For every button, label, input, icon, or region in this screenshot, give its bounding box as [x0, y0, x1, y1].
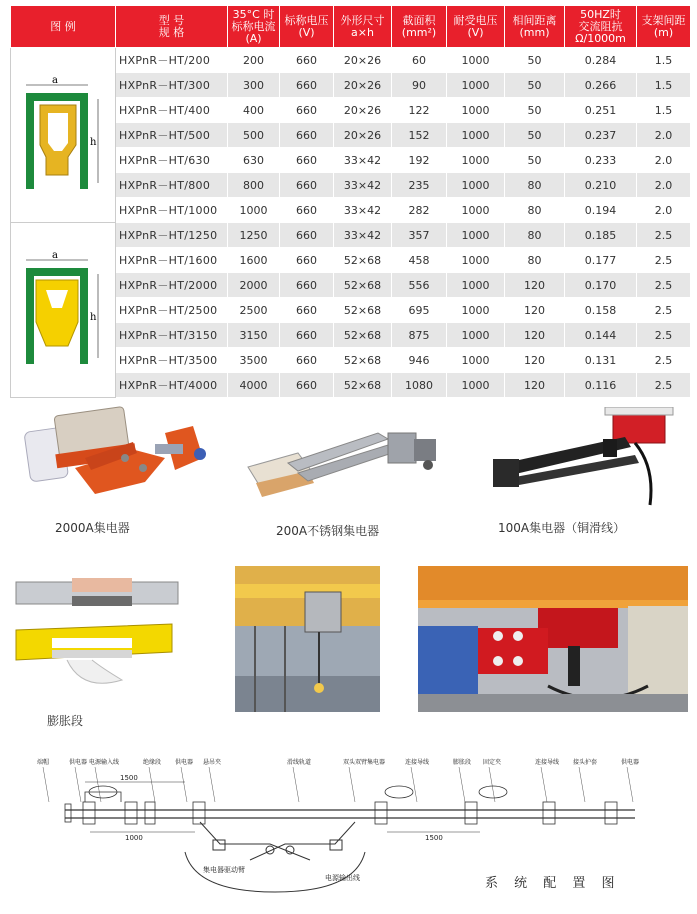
value-cell: 50 [505, 148, 565, 173]
value-cell: 1000 [447, 173, 505, 198]
model-cell: HXPnR－HT/500 [116, 123, 228, 148]
model-cell: HXPnR－HT/300 [116, 73, 228, 98]
value-cell: 875 [392, 323, 447, 348]
spec-table-grid [10, 5, 691, 398]
table-row [11, 223, 691, 248]
value-cell: 90 [392, 73, 447, 98]
model-cell: HXPnR－HT/1250 [116, 223, 228, 248]
value-cell: 1000 [228, 198, 280, 223]
value-cell: 660 [280, 273, 334, 298]
value-cell: 0.177 [565, 248, 637, 273]
value-cell: 1000 [447, 298, 505, 323]
value-cell: 120 [505, 373, 565, 398]
value-cell: 1000 [447, 273, 505, 298]
dim-1000: 1000 [125, 834, 143, 842]
value-cell: 0.116 [565, 373, 637, 398]
model-cell: HXPnR－HT/1600 [116, 248, 228, 273]
cross-section-figure-small [18, 75, 108, 195]
value-cell: 695 [392, 298, 447, 323]
value-cell: 0.210 [565, 173, 637, 198]
diagram-label: 连接导线 [405, 759, 430, 766]
value-cell: 0.194 [565, 198, 637, 223]
value-cell: 122 [392, 98, 447, 123]
diagram-label: 悬吊夹 [203, 759, 222, 766]
value-cell: 33×42 [334, 198, 392, 223]
header-line: 规 格 [158, 25, 185, 39]
value-cell: 1000 [447, 348, 505, 373]
diagram-label: 电源输入线 [89, 759, 120, 766]
value-cell: 0.131 [565, 348, 637, 373]
table-body [11, 48, 691, 398]
header-line: (V) [467, 25, 484, 39]
table-header-row [11, 6, 691, 48]
diagram-label: 接头护套 [573, 759, 598, 766]
value-cell: 33×42 [334, 173, 392, 198]
value-cell: 660 [280, 123, 334, 148]
value-cell: 1000 [447, 123, 505, 148]
header-line: (m) [653, 25, 674, 39]
value-cell: 50 [505, 123, 565, 148]
value-cell: 1080 [392, 373, 447, 398]
value-cell: 2.5 [637, 248, 691, 273]
header-cell-2 [228, 6, 280, 48]
value-cell: 52×68 [334, 323, 392, 348]
value-cell: 50 [505, 48, 565, 73]
model-cell: HXPnR－HT/630 [116, 148, 228, 173]
caption-expansion: 膨胀段 [47, 714, 84, 728]
value-cell: 556 [392, 273, 447, 298]
value-cell: 660 [280, 198, 334, 223]
value-cell: 50 [505, 73, 565, 98]
collector-2000a-photo [15, 398, 215, 510]
collector-200a-photo [238, 425, 448, 503]
value-cell: 458 [392, 248, 447, 273]
value-cell: 2500 [228, 298, 280, 323]
value-cell: 52×68 [334, 298, 392, 323]
value-cell: 660 [280, 248, 334, 273]
value-cell: 1000 [447, 323, 505, 348]
value-cell: 1000 [447, 248, 505, 273]
value-cell: 120 [505, 323, 565, 348]
value-cell: 50 [505, 98, 565, 123]
dim-1500-left: 1500 [120, 774, 138, 782]
value-cell: 2.0 [637, 173, 691, 198]
caption-collector-2000a: 2000A集电器 [55, 521, 130, 535]
figure-label-a: a [52, 75, 58, 86]
value-cell: 400 [228, 98, 280, 123]
value-cell: 2.5 [637, 273, 691, 298]
diagram-label: 供电器 [69, 759, 88, 766]
value-cell: 0.185 [565, 223, 637, 248]
caption-collector-200a: 200A不锈钢集电器 [276, 524, 380, 538]
diagram-label: 滑线轨道 [287, 759, 312, 766]
diagram-title: 系 统 配 置 图 [485, 876, 621, 891]
value-cell: 1000 [447, 98, 505, 123]
header-cell-8 [565, 6, 637, 48]
value-cell: 235 [392, 173, 447, 198]
header-cell-7 [505, 6, 565, 48]
value-cell: 20×26 [334, 73, 392, 98]
value-cell: 800 [228, 173, 280, 198]
model-cell: HXPnR－HT/4000 [116, 373, 228, 398]
value-cell: 0.158 [565, 298, 637, 323]
value-cell: 2.0 [637, 148, 691, 173]
model-cell: HXPnR－HT/3150 [116, 323, 228, 348]
value-cell: 2000 [228, 273, 280, 298]
label-drive-arm: 集电器驱动臂 [203, 866, 245, 874]
value-cell: 660 [280, 48, 334, 73]
table-row [11, 48, 691, 73]
spec-table [10, 5, 690, 392]
value-cell: 192 [392, 148, 447, 173]
value-cell: 2.0 [637, 198, 691, 223]
header-cell-6 [447, 6, 505, 48]
value-cell: 80 [505, 248, 565, 273]
header-line: 相间距离 [512, 13, 557, 27]
value-cell: 2.5 [637, 373, 691, 398]
value-cell: 500 [228, 123, 280, 148]
figure-label-h: h [90, 312, 97, 323]
header-line: 支架间距 [641, 13, 686, 27]
header-line: 标称电流 [231, 19, 276, 33]
value-cell: 4000 [228, 373, 280, 398]
value-cell: 2.0 [637, 123, 691, 148]
header-line: 标称电压 [284, 13, 329, 27]
model-cell: HXPnR－HT/1000 [116, 198, 228, 223]
value-cell: 80 [505, 173, 565, 198]
value-cell: 52×68 [334, 348, 392, 373]
collector-100a-photo [485, 407, 675, 507]
value-cell: 1600 [228, 248, 280, 273]
value-cell: 80 [505, 198, 565, 223]
value-cell: 0.170 [565, 273, 637, 298]
diagram-label: 绝缘段 [143, 759, 162, 766]
header-line: 图 例 [50, 19, 76, 33]
diagram-label: 膨胀段 [453, 759, 472, 766]
diagram-label: 供电器 [621, 759, 640, 766]
diagram-label: 固定夹 [483, 759, 502, 766]
value-cell: 1000 [447, 73, 505, 98]
value-cell: 660 [280, 223, 334, 248]
header-line: (A) [245, 31, 262, 45]
value-cell: 1250 [228, 223, 280, 248]
value-cell: 20×26 [334, 123, 392, 148]
value-cell: 1.5 [637, 98, 691, 123]
model-cell: HXPnR－HT/800 [116, 173, 228, 198]
header-cell-5 [392, 6, 447, 48]
figure-cell-large [11, 223, 116, 398]
value-cell: 52×68 [334, 273, 392, 298]
cross-section-figure-large [18, 250, 108, 370]
value-cell: 282 [392, 198, 447, 223]
value-cell: 120 [505, 348, 565, 373]
value-cell: 20×26 [334, 98, 392, 123]
value-cell: 60 [392, 48, 447, 73]
dim-1500-right: 1500 [425, 834, 443, 842]
value-cell: 946 [392, 348, 447, 373]
value-cell: 630 [228, 148, 280, 173]
header-line: a×h [351, 25, 374, 39]
value-cell: 200 [228, 48, 280, 73]
value-cell: 660 [280, 373, 334, 398]
value-cell: 2.5 [637, 323, 691, 348]
caption-collector-100a: 100A集电器（铜滑线） [498, 521, 626, 535]
header-cell-4 [334, 6, 392, 48]
header-cell-1 [116, 6, 228, 48]
value-cell: 660 [280, 98, 334, 123]
figure-label-a: a [52, 250, 58, 261]
value-cell: 2.5 [637, 348, 691, 373]
value-cell: 0.266 [565, 73, 637, 98]
value-cell: 2.5 [637, 298, 691, 323]
header-line: 外形尺寸 [340, 13, 385, 27]
model-cell: HXPnR－HT/3500 [116, 348, 228, 373]
value-cell: 660 [280, 173, 334, 198]
value-cell: 300 [228, 73, 280, 98]
expansion-section-photo [12, 568, 182, 698]
value-cell: 1.5 [637, 48, 691, 73]
model-cell: HXPnR－HT/2500 [116, 298, 228, 323]
value-cell: 1000 [447, 373, 505, 398]
value-cell: 0.284 [565, 48, 637, 73]
value-cell: 2.5 [637, 223, 691, 248]
value-cell: 1000 [447, 48, 505, 73]
value-cell: 0.233 [565, 148, 637, 173]
figure-label-h: h [90, 137, 97, 148]
header-line: (mm²) [401, 25, 437, 39]
value-cell: 152 [392, 123, 447, 148]
red-collector-installation-photo [418, 566, 688, 712]
value-cell: 20×26 [334, 48, 392, 73]
value-cell: 660 [280, 148, 334, 173]
header-line: 交流阻抗 [578, 19, 623, 33]
header-cell-3 [280, 6, 334, 48]
header-line: 型 号 [158, 13, 185, 27]
value-cell: 33×42 [334, 223, 392, 248]
value-cell: 357 [392, 223, 447, 248]
header-line: 35°C 时 [232, 7, 275, 21]
header-line: 耐受电压 [453, 13, 498, 27]
value-cell: 1000 [447, 198, 505, 223]
value-cell: 660 [280, 73, 334, 98]
value-cell: 660 [280, 348, 334, 373]
figure-cell-small [11, 48, 116, 223]
value-cell: 0.237 [565, 123, 637, 148]
value-cell: 3150 [228, 323, 280, 348]
value-cell: 33×42 [334, 148, 392, 173]
value-cell: 660 [280, 298, 334, 323]
header-cell-9 [637, 6, 691, 48]
header-line: Ω/1000m [575, 31, 626, 45]
model-cell: HXPnR－HT/2000 [116, 273, 228, 298]
diagram-label: 供电器 [175, 759, 194, 766]
header-line: (mm) [519, 25, 550, 39]
label-output-cable: 电源输出线 [325, 874, 360, 882]
value-cell: 1.5 [637, 73, 691, 98]
value-cell: 1000 [447, 223, 505, 248]
diagram-label: 双头双臂集电器 [343, 759, 386, 766]
header-line: 50HZ时 [580, 7, 621, 21]
header-line: (V) [298, 25, 315, 39]
value-cell: 52×68 [334, 248, 392, 273]
header-cell-0 [11, 6, 116, 48]
diagram-label: 端帽 [37, 759, 50, 766]
diagram-label: 连接导线 [535, 759, 560, 766]
model-cell: HXPnR－HT/200 [116, 48, 228, 73]
value-cell: 52×68 [334, 373, 392, 398]
value-cell: 0.144 [565, 323, 637, 348]
value-cell: 660 [280, 323, 334, 348]
value-cell: 3500 [228, 348, 280, 373]
value-cell: 120 [505, 273, 565, 298]
header-line: 截面积 [402, 13, 436, 27]
value-cell: 1000 [447, 148, 505, 173]
value-cell: 0.251 [565, 98, 637, 123]
value-cell: 80 [505, 223, 565, 248]
model-cell: HXPnR－HT/400 [116, 98, 228, 123]
value-cell: 120 [505, 298, 565, 323]
crane-installation-photo [235, 566, 380, 712]
